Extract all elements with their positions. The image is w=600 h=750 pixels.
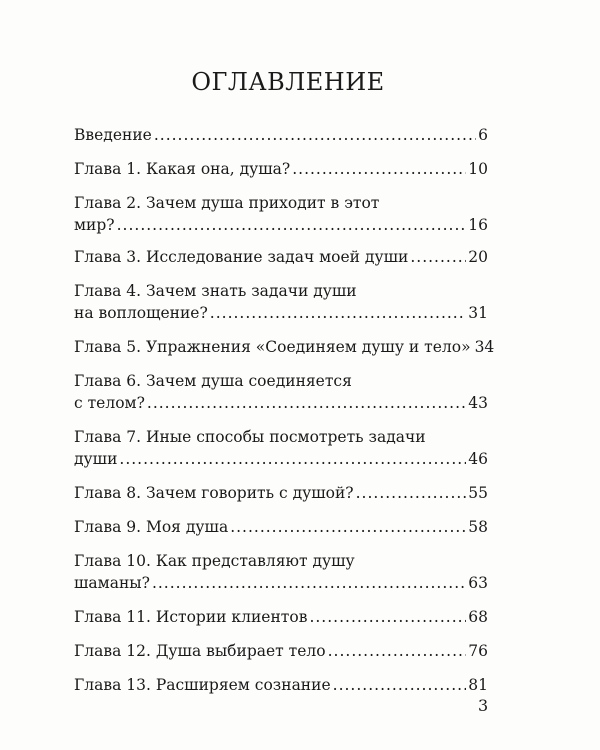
toc-entry-page: 10 <box>468 160 488 178</box>
toc-entry-title: Глава 3. Исследование задач моей души <box>74 248 409 266</box>
toc-entry-page: 16 <box>468 216 488 234</box>
toc-entry-page: 20 <box>468 248 488 266</box>
toc-entry-page: 68 <box>468 608 488 626</box>
toc-entry[interactable] <box>74 674 488 696</box>
dot-leader <box>117 214 467 236</box>
toc-entry-title: Глава 1. Какая она, душа? <box>74 160 291 178</box>
toc-entry[interactable] <box>74 426 488 470</box>
toc-entry[interactable] <box>74 246 488 268</box>
toc-entry[interactable] <box>74 192 488 236</box>
table-of-contents <box>74 124 495 696</box>
toc-entry[interactable] <box>74 158 488 180</box>
toc-entry-page: 81 <box>468 676 488 694</box>
dot-leader <box>230 516 466 538</box>
toc-entry-title-line: Глава 7. Иные способы посмотреть задачи <box>74 428 426 446</box>
toc-entry-title: Глава 13. Расширяем сознание <box>74 676 331 694</box>
toc-entry-title: души <box>74 450 118 468</box>
toc-entry-title: Глава 5. Упражнения «Соединяем душу и тело» <box>74 338 471 356</box>
toc-entry-title: Глава 9. Моя душа <box>74 518 229 536</box>
toc-entry-title: Глава 11. Истории клиентов <box>74 608 308 626</box>
toc-entry-title: Введение <box>74 126 152 144</box>
toc-entry-page: 76 <box>468 642 488 660</box>
toc-entry-page: 55 <box>468 484 488 502</box>
dot-leader <box>328 640 467 662</box>
toc-entry[interactable] <box>74 280 488 324</box>
toc-entry-title: Глава 8. Зачем говорить с душой? <box>74 484 354 502</box>
toc-entry-page: 6 <box>478 126 488 144</box>
dot-leader <box>292 158 466 180</box>
toc-entry-title: на воплощение? <box>74 304 208 322</box>
dot-leader <box>356 482 467 504</box>
dot-leader <box>210 302 466 324</box>
toc-entry-title: шаманы? <box>74 574 150 592</box>
toc-entry-title-line: Глава 4. Зачем знать задачи души <box>74 282 357 300</box>
dot-leader <box>119 448 466 470</box>
toc-entry[interactable] <box>74 124 488 146</box>
toc-entry[interactable] <box>74 482 488 504</box>
toc-entry-title-line: Глава 2. Зачем душа приходит в этот <box>74 194 380 212</box>
dot-leader <box>154 124 476 146</box>
dot-leader <box>309 606 466 628</box>
dot-leader <box>147 392 466 414</box>
toc-entry-page: 58 <box>468 518 488 536</box>
toc-entry-title-line: Глава 10. Как представляют душу <box>74 552 355 570</box>
toc-entry-page: 43 <box>468 394 488 412</box>
toc-entry[interactable] <box>74 370 488 414</box>
toc-entry-title: мир? <box>74 216 115 234</box>
toc-entry[interactable] <box>74 336 495 358</box>
toc-entry[interactable] <box>74 550 488 594</box>
toc-title: ОГЛАВЛЕНИЕ <box>191 68 385 96</box>
dot-leader <box>152 572 466 594</box>
dot-leader <box>410 246 466 268</box>
toc-entry-page: 63 <box>468 574 488 592</box>
toc-entry[interactable] <box>74 640 488 662</box>
toc-entry-page: 46 <box>468 450 488 468</box>
page-number: 3 <box>478 696 489 715</box>
toc-entry-page: 34 <box>474 338 495 356</box>
toc-entry-title: Глава 12. Душа выбирает тело <box>74 642 326 660</box>
dot-leader <box>333 674 467 696</box>
toc-entry-page: 31 <box>468 304 488 322</box>
toc-entry-title-line: Глава 6. Зачем душа соединяется <box>74 372 352 390</box>
toc-entry[interactable] <box>74 516 488 538</box>
toc-entry[interactable] <box>74 606 488 628</box>
toc-entry-title: с телом? <box>74 394 145 412</box>
